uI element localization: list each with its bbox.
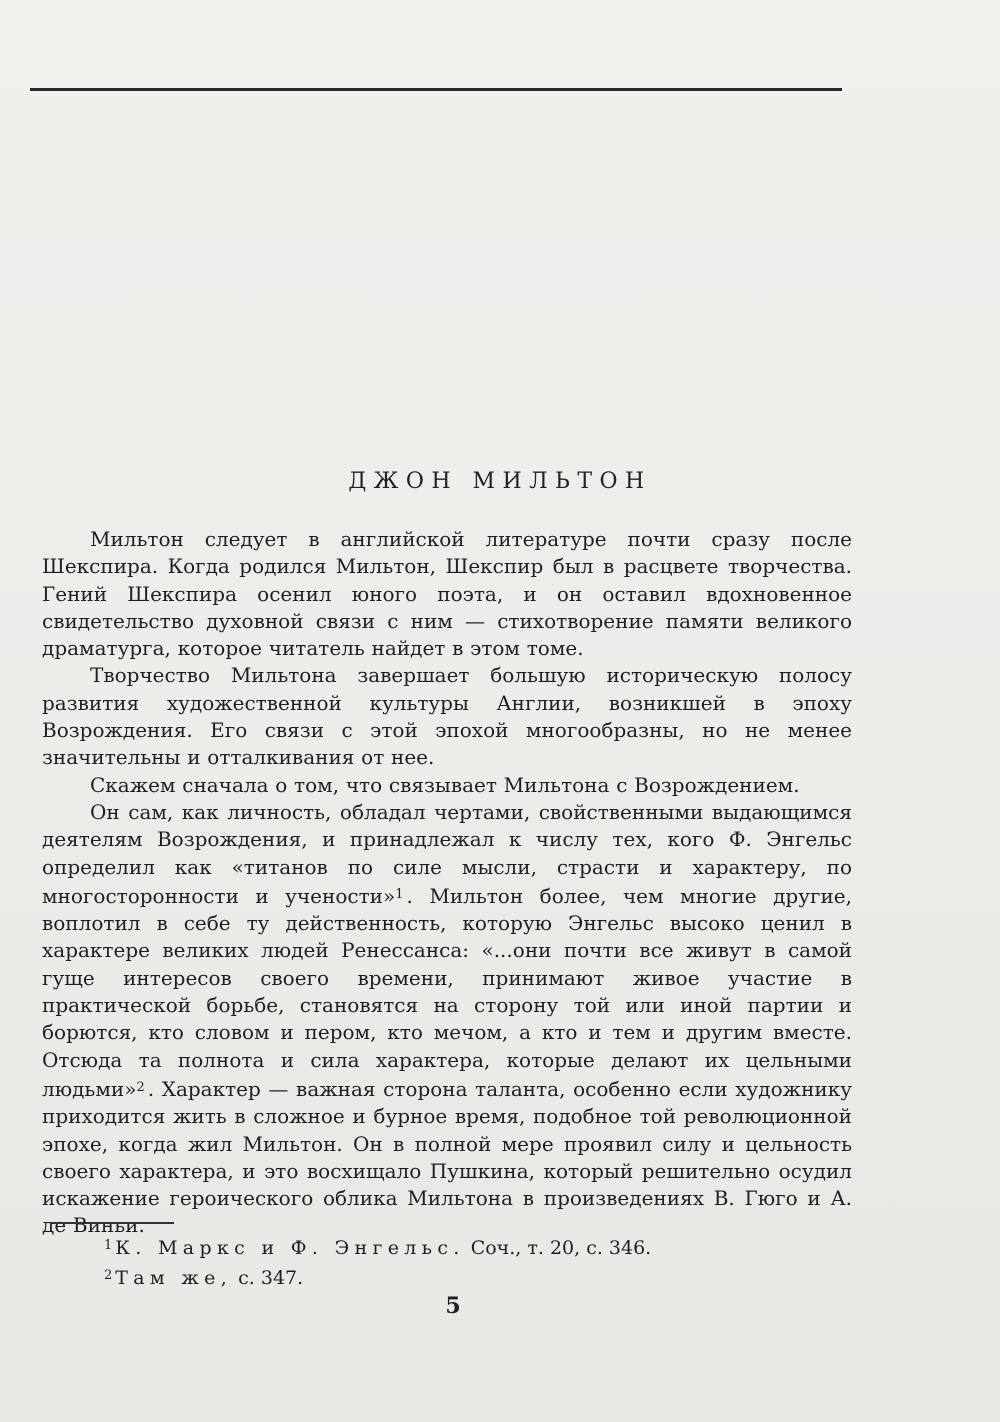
paragraph-1: Мильтон следует в английской литературе почти сразу после Шекспира. Когда родился Мильтон, Шекспир был в расцвете творчества. Гений Шекспира осенил юного поэта, и он оставил вдохновенное свидетельство духовной связи с ним — стихотворение памяти великого драматурга, которое читатель найдет в этом томе.	[42, 527, 852, 661]
footnote-text: Соч., т. 20, с. 346.	[464, 1237, 652, 1259]
paragraph-4-part-3: . Характер — важная сторона таланта, особенно если художнику приходится жить в сложное и бурное время, подобное той революционной эпохе, когда жил Мильтон. Он в полной мере проявил силу и цельность своего характера, и это восхищало Пушкина, который решительно осудил искажение героического облика Мильтона в произведениях В. Гюго и А. де Виньи.	[42, 1076, 852, 1238]
footnote-author: К. Маркс и Ф. Энгельс.	[115, 1237, 465, 1259]
paragraph-4	[42, 799, 852, 1240]
footnote-author: Там же,	[115, 1267, 233, 1289]
paragraph-2: Творчество Мильтона завершает большую историческую полосу развития художественной культуры Англии, возникшей в эпоху Возрождения. Его связи с этой эпохой многообразны, но не менее значительны и отталкивания от нее.	[42, 663, 852, 770]
chapter-title: ДЖОН МИЛЬТОН	[348, 469, 652, 494]
paragraph-4-part-2: . Мильтон более, чем многие другие, воплотил в себе ту действенность, которую Энгельс высоко ценил в характере великих людей Ренессанса: «...они почти все живут в самой гуще интересов своего времени, принимают живое участие в практической борьбе, становятся на сторону той или иной партии и борются, кто словом и пером, кто мечом, а кто и тем и другим вместе. Отсюда та полнота и сила характера, которые делают их цельными людьми»	[42, 883, 852, 1101]
footnote-rule	[50, 1222, 174, 1224]
paragraph-4-part-1: Он сам, как личность, обладал чертами, свойственными выдающимся деятелям Возрождения, и принадлежал к числу тех, кого Ф. Энгельс определил как «титанов по силе мысли, страсти и характеру, по многосторонности и учености»	[42, 799, 852, 908]
footnote-mark: 1	[104, 1238, 113, 1253]
footnote-mark: 2	[104, 1268, 113, 1283]
body-text	[42, 526, 852, 1240]
footnotes	[104, 1232, 804, 1292]
footnote-1	[104, 1232, 804, 1262]
page-number: 5	[445, 1293, 461, 1319]
footnote-text: с. 347.	[232, 1267, 304, 1289]
footnote-2	[104, 1262, 804, 1292]
header-rule	[30, 88, 842, 91]
footnote-reference-2[interactable]: 2	[136, 1079, 145, 1095]
footnote-reference-1[interactable]: 1	[395, 886, 404, 902]
paragraph-3: Скажем сначала о том, что связывает Мильтона с Возрождением.	[90, 772, 800, 797]
